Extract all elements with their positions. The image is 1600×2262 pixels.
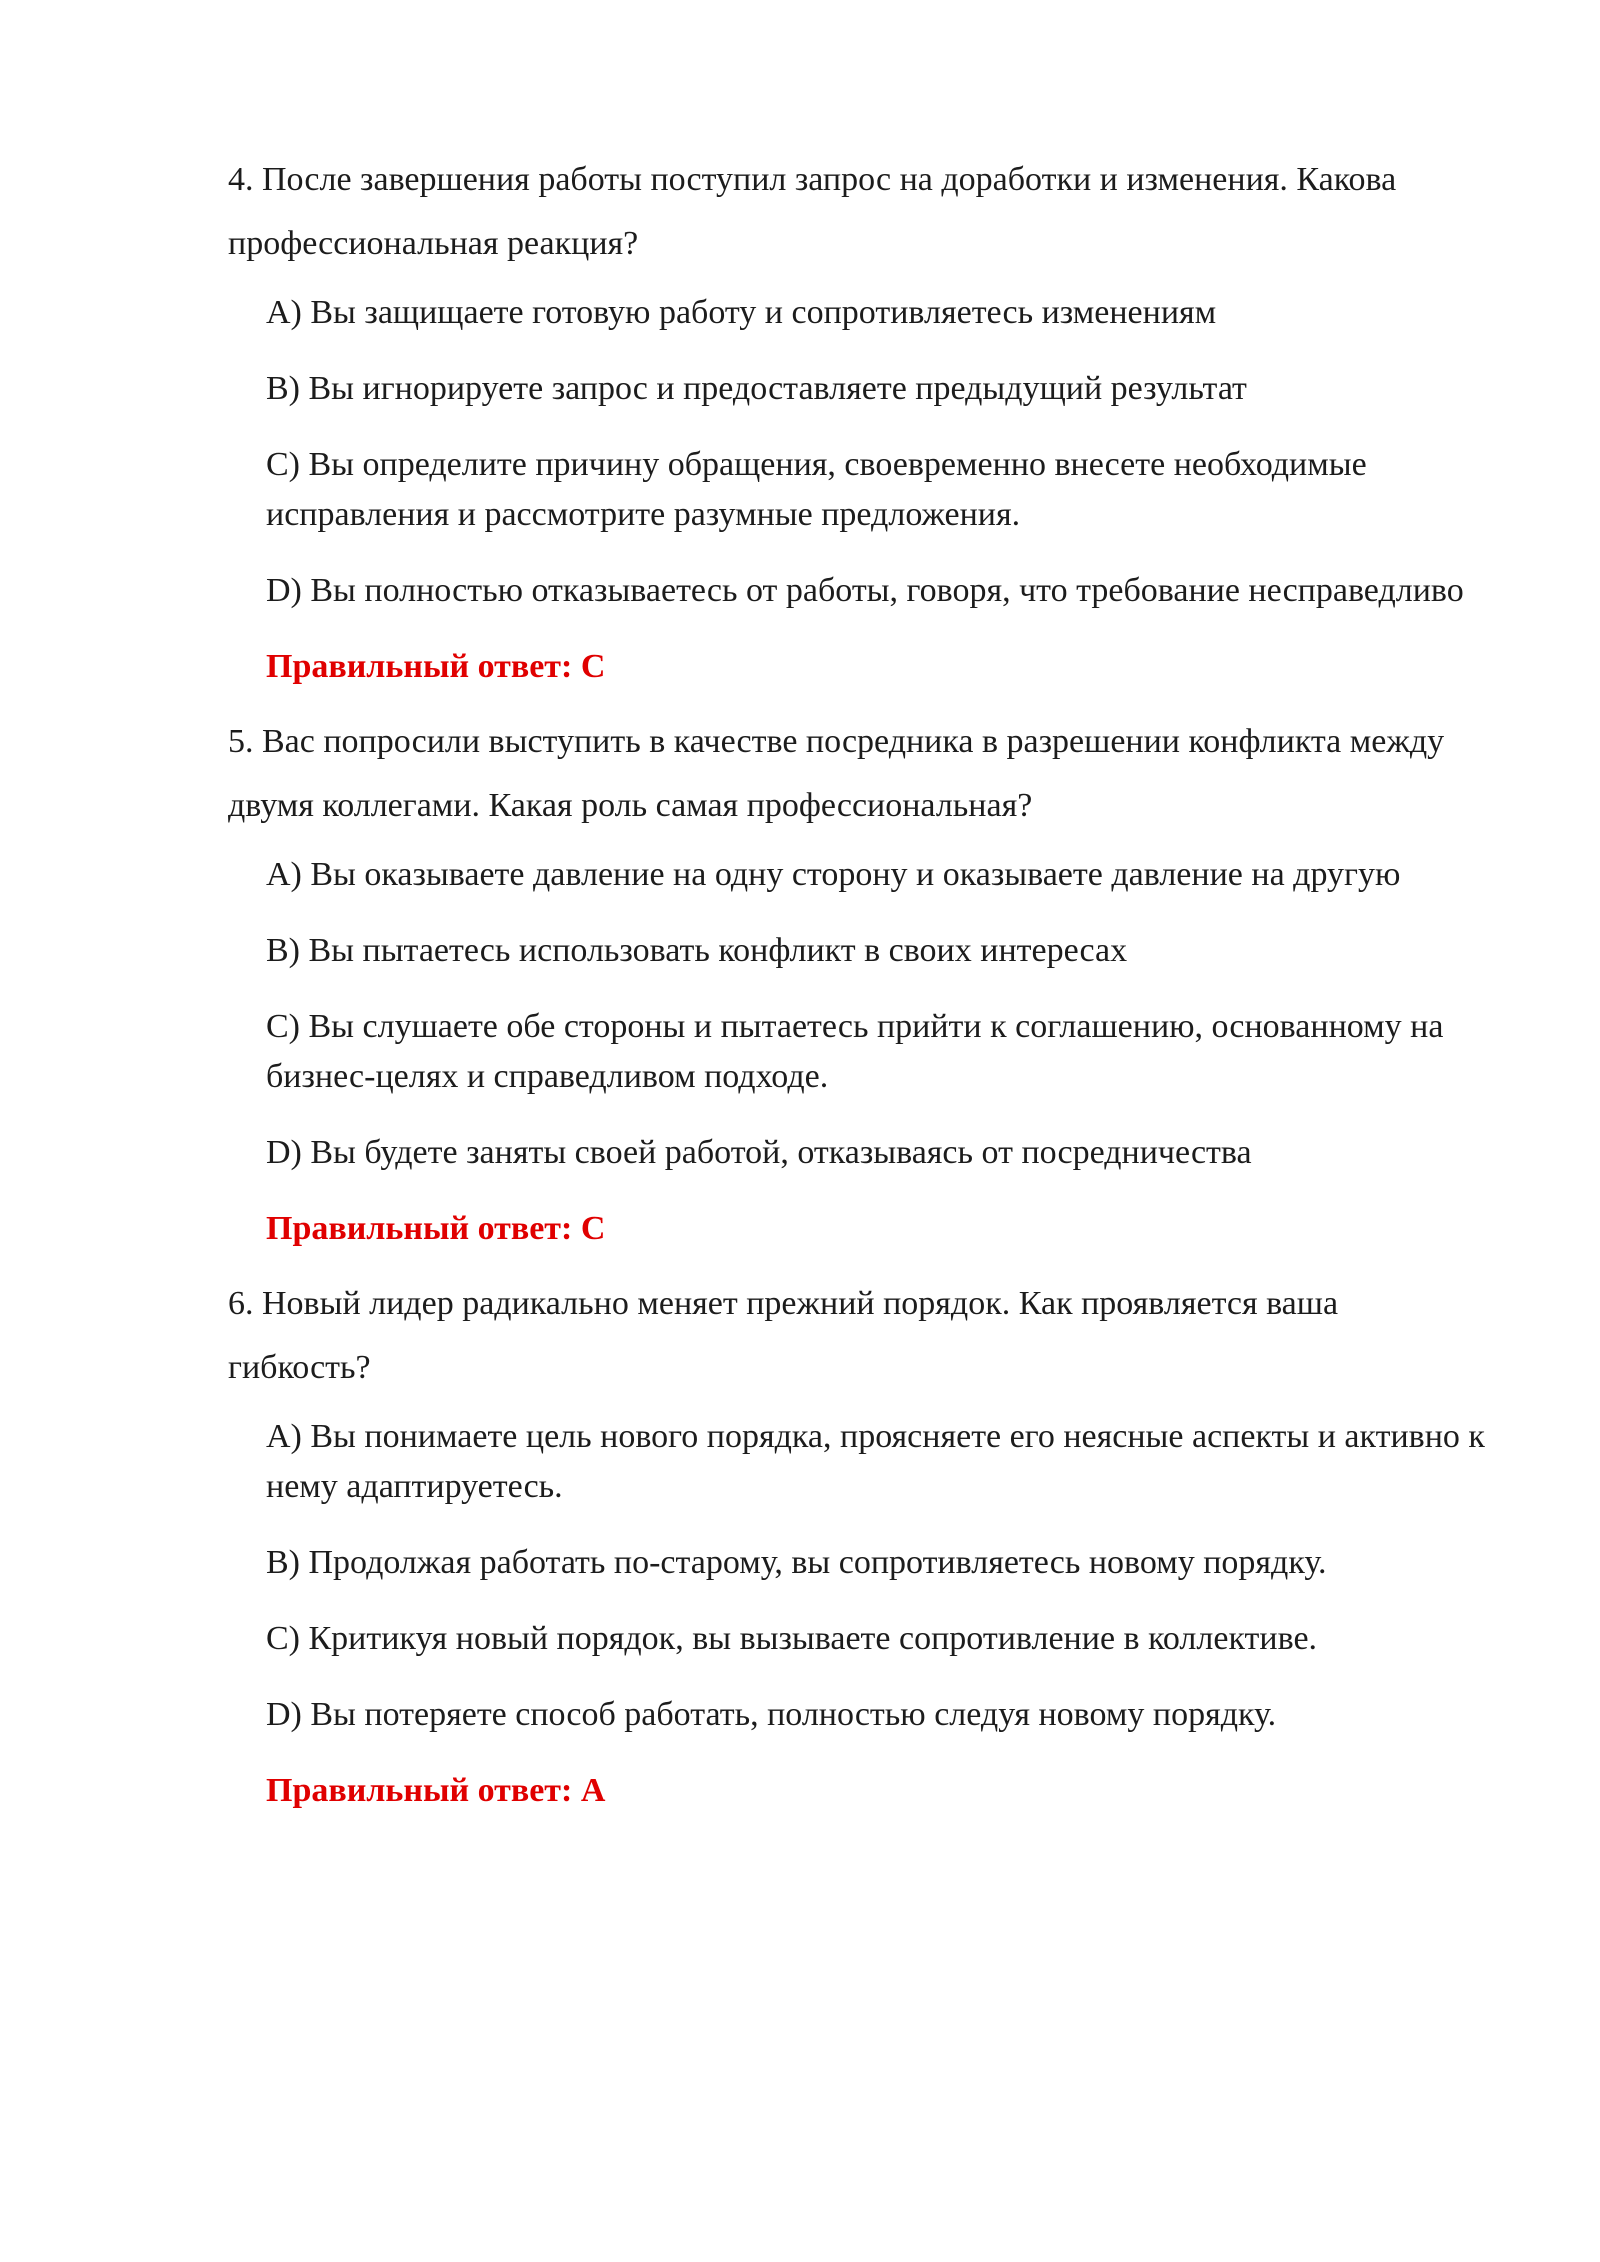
- option-b: B) Продолжая работать по-старому, вы сопротивляетесь новому порядку.: [266, 1544, 1327, 1581]
- option-c: C) Критикуя новый порядок, вы вызываете сопротивление в коллективе.: [266, 1620, 1318, 1657]
- correct-answer: Правильный ответ: A: [266, 1772, 606, 1809]
- question-block-6: [228, 1272, 1488, 1816]
- options-list: [228, 1412, 1488, 1740]
- option-d: D) Вы потеряете способ работать, полностью следуя новому порядку.: [266, 1696, 1277, 1733]
- option-a: A) Вы защищаете готовую работу и сопротивляетесь изменениям: [266, 294, 1217, 331]
- question-text: 4. После завершения работы поступил запрос на доработки и изменения. Какова профессиональная реакция?: [228, 161, 1397, 262]
- question-text: 6. Новый лидер радикально меняет прежний порядок. Как проявляется ваша гибкость?: [228, 1285, 1339, 1386]
- option-c: C) Вы определите причину обращения, своевременно внесете необходимые исправления и рассмотрите разумные предложения.: [266, 446, 1367, 533]
- option-d: D) Вы полностью отказываетесь от работы, говоря, что требование несправедливо: [266, 572, 1464, 609]
- question-text: 5. Вас попросили выступить в качестве посредника в разрешении конфликта между двумя коллегами. Какая роль самая профессиональная?: [228, 723, 1445, 824]
- correct-answer: Правильный ответ: C: [266, 1210, 606, 1247]
- option-a: A) Вы оказываете давление на одну сторону и оказываете давление на другую: [266, 856, 1401, 893]
- options-list: [228, 288, 1488, 616]
- question-block-5: [228, 710, 1488, 1254]
- option-a: A) Вы понимаете цель нового порядка, проясняете его неясные аспекты и активно к нему адаптируетесь.: [266, 1418, 1485, 1505]
- correct-answer: Правильный ответ: C: [266, 648, 606, 685]
- option-d: D) Вы будете заняты своей работой, отказываясь от посредничества: [266, 1134, 1252, 1171]
- option-c: C) Вы слушаете обе стороны и пытаетесь прийти к соглашению, основанному на бизнес-целях и справедливом подходе.: [266, 1008, 1444, 1095]
- option-b: B) Вы игнорируете запрос и предоставляете предыдущий результат: [266, 370, 1247, 407]
- document-content: [228, 148, 1488, 1834]
- option-b: B) Вы пытаетесь использовать конфликт в своих интересах: [266, 932, 1128, 969]
- question-block-4: [228, 148, 1488, 692]
- options-list: [228, 850, 1488, 1178]
